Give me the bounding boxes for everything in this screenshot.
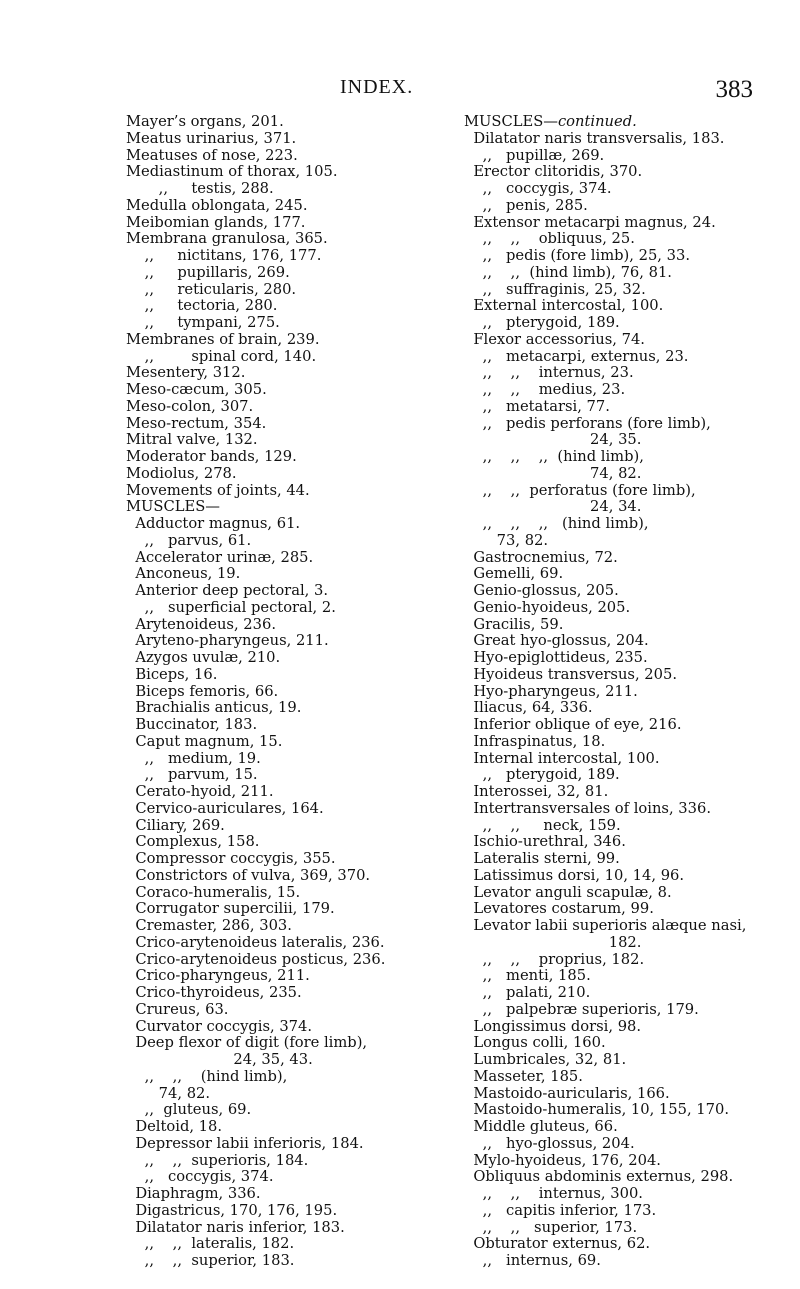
index-entry: Obturator externus, 62. xyxy=(464,1235,651,1253)
index-entry: Infraspinatus, 18. xyxy=(464,732,606,750)
index-entry: Meso-rectum, 354. xyxy=(126,414,267,432)
index-entry: Membranes of brain, 239. xyxy=(126,330,320,348)
index-entry: Mayer’s organs, 201. xyxy=(126,113,284,130)
index-entry: Interossei, 32, 81. xyxy=(464,783,609,800)
index-entry: Ischio-urethral, 346. xyxy=(464,833,626,851)
index-entry: Meatus urinarius, 371. xyxy=(126,129,297,147)
index-entry: Hyo-pharyngeus, 211. xyxy=(464,682,638,700)
index-entry: Lumbricales, 32, 81. xyxy=(464,1051,627,1068)
index-entry: ,, ,, superior, 183. xyxy=(126,1252,295,1269)
index-entry: ,, internus, 69. xyxy=(464,1252,601,1269)
index-entry: ,, ,, superioris, 184. xyxy=(126,1151,309,1169)
index-entry: Latissimus dorsi, 10, 14, 96. xyxy=(464,866,685,884)
index-entry: Levatores costarum, 99. xyxy=(464,900,654,918)
index-entry: ,, ,, medius, 23. xyxy=(464,381,626,398)
index-entry: ,, ,, perforatus (fore limb), xyxy=(464,481,696,499)
index-entry: ,, pterygoid, 189. xyxy=(464,766,620,784)
index-entry: ,, superficial pectoral, 2. xyxy=(126,598,336,616)
index-entry: Membrana granulosa, 365. xyxy=(126,230,328,248)
index-entry: 24, 35. xyxy=(464,431,642,449)
index-entry: Great hyo-glossus, 204. xyxy=(464,632,649,650)
index-entry: ,, ,, neck, 159. xyxy=(464,816,621,834)
index-entry: ,, spinal cord, 140. xyxy=(126,347,317,365)
index-entry: ,, pupillaris, 269. xyxy=(126,263,290,281)
index-entry: Ciliary, 269. xyxy=(126,816,225,834)
index-entry: Azygos uvulæ, 210. xyxy=(126,649,281,666)
index-entry: Intertransversales of loins, 336. xyxy=(464,799,712,817)
index-entry: Extensor metacarpi magnus, 24. xyxy=(464,213,716,231)
index-entry: Inferior oblique of eye, 216. xyxy=(464,716,682,733)
index-entry: MUSCLES—continued. xyxy=(464,113,637,130)
index-entry: Digastricus, 170, 176, 195. xyxy=(126,1201,338,1219)
index-entry: Lateralis sterni, 99. xyxy=(464,850,620,867)
index-entry: Biceps femoris, 66. xyxy=(126,682,279,700)
index-column-right xyxy=(464,114,794,1270)
index-entry: ,, pedis (fore limb), 25, 33. xyxy=(464,247,690,264)
index-entry: Hyo-epiglottideus, 235. xyxy=(464,649,648,666)
index-entry: Anterior deep pectoral, 3. xyxy=(126,582,328,599)
index-entry: ,, tympani, 275. xyxy=(126,314,280,331)
index-entry: Biceps, 16. xyxy=(126,665,218,683)
index-entry: Hyoideus transversus, 205. xyxy=(464,665,678,683)
index-entry: ,, reticularis, 280. xyxy=(126,280,297,298)
page-number: 383 xyxy=(715,76,753,103)
index-entry: Crureus, 63. xyxy=(126,1000,229,1018)
index-entry: Meatuses of nose, 223. xyxy=(126,146,298,164)
index-entry: ,, parvum, 15. xyxy=(126,766,258,784)
index-entry: Gastrocnemius, 72. xyxy=(464,548,618,566)
index-entry: Mediastinum of thorax, 105. xyxy=(126,163,338,181)
index-entry: 182. xyxy=(464,933,642,951)
index-entry: 74, 82. xyxy=(464,464,642,482)
index-entry: Corrugator supercilii, 179. xyxy=(126,900,335,918)
index-entry: Meso-colon, 307. xyxy=(126,397,254,415)
index-entry: Aryteno-pharyngeus, 211. xyxy=(126,632,329,650)
index-entry: ,, medium, 19. xyxy=(126,749,261,767)
index-entry: ,, ,, (hind limb), xyxy=(126,1067,288,1085)
index-entry: Crico-arytenoideus lateralis, 236. xyxy=(126,933,385,951)
index-entry: Cremaster, 286, 303. xyxy=(126,917,292,934)
index-entry: Caput magnum, 15. xyxy=(126,732,283,750)
index-entry: Longissimus dorsi, 98. xyxy=(464,1017,642,1035)
index-entry: Movements of joints, 44. xyxy=(126,481,310,499)
index-entry: 24, 34. xyxy=(464,498,642,516)
index-entry: ,, gluteus, 69. xyxy=(126,1101,252,1119)
index-entry: ,, ,, ,, (hind limb), xyxy=(464,448,644,465)
index-entry: 74, 82. xyxy=(126,1084,211,1102)
index-entry: ,, suffraginis, 25, 32. xyxy=(464,280,646,298)
index-entry: Coraco-humeralis, 15. xyxy=(126,883,301,901)
index-entry: Arytenoideus, 236. xyxy=(126,615,276,633)
index-entry: ,, coccygis, 374. xyxy=(464,180,612,197)
index-entry: ,, capitis inferior, 173. xyxy=(464,1201,657,1219)
index-entry: ,, ,, internus, 300. xyxy=(464,1185,643,1202)
index-entry: Iliacus, 64, 336. xyxy=(464,699,593,717)
index-entry: Masseter, 185. xyxy=(464,1067,583,1085)
index-entry: Erector clitoridis, 370. xyxy=(464,163,643,181)
index-entry: Complexus, 158. xyxy=(126,833,260,851)
index-entry: ,, pupillæ, 269. xyxy=(464,146,605,164)
index-entry: ,, ,, superior, 173. xyxy=(464,1218,638,1236)
index-entry: ,, ,, internus, 23. xyxy=(464,364,634,382)
index-entry: Diaphragm, 336. xyxy=(126,1185,261,1202)
index-entry: Mastoido-humeralis, 10, 155, 170. xyxy=(464,1101,730,1119)
index-entry: Crico-thyroideus, 235. xyxy=(126,984,302,1001)
index-entry: Genio-glossus, 205. xyxy=(464,582,619,599)
index-entry: Meibomian glands, 177. xyxy=(126,213,306,231)
index-entry: Buccinator, 183. xyxy=(126,716,258,733)
index-entry: ,, menti, 185. xyxy=(464,967,591,985)
index-entry: Dilatator naris transversalis, 183. xyxy=(464,129,725,147)
index-entry: External intercostal, 100. xyxy=(464,297,664,315)
index-entry: ,, ,, ,, (hind limb), xyxy=(464,515,649,532)
index-entry: Middle gluteus, 66. xyxy=(464,1118,618,1135)
index-entry: ,, hyo-glossus, 204. xyxy=(464,1134,635,1152)
index-entry: MUSCLES— xyxy=(126,498,220,516)
index-entry: Levator anguli scapulæ, 8. xyxy=(464,883,672,901)
index-entry: ,, ,, obliquus, 25. xyxy=(464,230,635,248)
index-entry: ,, nictitans, 176, 177. xyxy=(126,247,322,264)
index-entry: Genio-hyoideus, 205. xyxy=(464,598,631,616)
index-entry: ,, metatarsi, 77. xyxy=(464,397,610,415)
index-entry: ,, ,, proprius, 182. xyxy=(464,950,645,968)
index-entry: ,, palati, 210. xyxy=(464,984,591,1001)
index-entry: Curvator coccygis, 374. xyxy=(126,1017,313,1035)
index-entry: Brachialis anticus, 19. xyxy=(126,699,302,717)
index-entry: Cervico-auriculares, 164. xyxy=(126,799,324,817)
index-entry: Gemelli, 69. xyxy=(464,565,564,583)
index-entry: Accelerator urinæ, 285. xyxy=(126,548,314,566)
index-entry: ,, penis, 285. xyxy=(464,196,588,214)
running-head xyxy=(0,76,800,106)
index-entry: Moderator bands, 129. xyxy=(126,448,297,465)
index-entry: Crico-arytenoideus posticus, 236. xyxy=(126,950,386,968)
index-entry: Mastoido-auricularis, 166. xyxy=(464,1084,670,1102)
index-entry: Modiolus, 278. xyxy=(126,464,237,482)
index-entry: Compressor coccygis, 355. xyxy=(126,850,336,867)
index-entry: 73, 82. xyxy=(464,531,549,549)
index-entry: Mesentery, 312. xyxy=(126,364,246,382)
index-entry: Medulla oblongata, 245. xyxy=(126,196,308,214)
index-entry: Cerato-hyoid, 211. xyxy=(126,783,274,800)
index-entry: Deep flexor of digit (fore limb), xyxy=(126,1034,368,1052)
index-entry: Deltoid, 18. xyxy=(126,1118,223,1135)
index-entry: Gracilis, 59. xyxy=(464,615,564,633)
index-entry: ,, testis, 288. xyxy=(126,180,274,197)
index-entry: Internal intercostal, 100. xyxy=(464,749,660,767)
index-entry: Levator labii superioris alæque nasi, xyxy=(464,917,747,934)
index-entry: Depressor labii inferioris, 184. xyxy=(126,1134,364,1152)
index-entry: ,, metacarpi, externus, 23. xyxy=(464,347,689,365)
index-entry: Dilatator naris inferior, 183. xyxy=(126,1218,345,1236)
index-entry: Anconeus, 19. xyxy=(126,565,241,583)
index-entry: ,, parvus, 61. xyxy=(126,531,252,549)
index-entry: ,, tectoria, 280. xyxy=(126,297,278,315)
index-entry: Constrictors of vulva, 369, 370. xyxy=(126,866,371,884)
index-entry: ,, pterygoid, 189. xyxy=(464,314,620,331)
index-entry: ,, pedis perforans (fore limb), xyxy=(464,414,711,432)
page-title: INDEX. xyxy=(340,76,414,98)
index-entry: Crico-pharyngeus, 211. xyxy=(126,967,310,985)
index-entry: ,, palpebræ superioris, 179. xyxy=(464,1000,699,1018)
index-entry: ,, ,, lateralis, 182. xyxy=(126,1235,295,1253)
index-entry: ,, coccygis, 374. xyxy=(126,1168,274,1186)
index-entry: ,, ,, (hind limb), 76, 81. xyxy=(464,263,672,281)
index-entry: Adductor magnus, 61. xyxy=(126,515,301,532)
index-column-left xyxy=(126,114,456,1270)
index-entry: Meso-cæcum, 305. xyxy=(126,381,267,398)
index-entry: Mylo-hyoideus, 176, 204. xyxy=(464,1151,661,1169)
index-entry: Flexor accessorius, 74. xyxy=(464,330,645,348)
index-entry: Longus colli, 160. xyxy=(464,1034,606,1052)
index-entry: Mitral valve, 132. xyxy=(126,431,258,449)
index-entry: 24, 35, 43. xyxy=(126,1051,313,1068)
index-entry: Obliquus abdominis externus, 298. xyxy=(464,1168,734,1186)
